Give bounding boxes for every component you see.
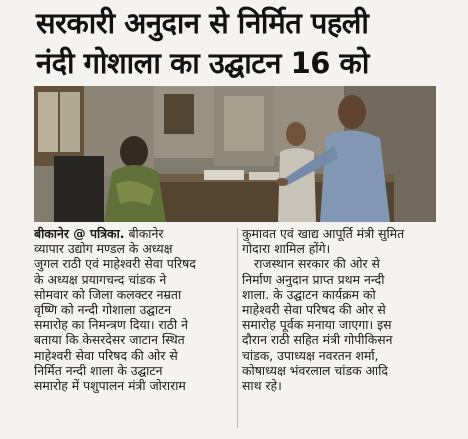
article-text-line: माहेश्वरी सेवा परिषद की ओर से [34, 347, 178, 363]
article-text-line: निर्मित नन्दी शाला के उद्घाटन [34, 362, 163, 378]
dateline-line [34, 226, 232, 241]
article-text-line: निर्माण अनुदान प्राप्त प्रथम नन्दी [242, 271, 385, 287]
article-text-line: गोदारा शामिल होंगे। [242, 241, 331, 257]
article-text-line: व्यापार उद्योग मण्डल के अध्यक्ष [34, 241, 173, 257]
article-text-line: बताया कि केसरदेसर जाटान स्थित [34, 332, 185, 348]
article-text-line: वृष्णि को नन्दी गोशाला उद्घाटन [34, 301, 172, 317]
article-text-line: समारोह में पशुपालन मंत्री जोराराम [34, 377, 186, 393]
headline-line-2: नंदी गोशाला का उद्घाटन 16 को [36, 46, 369, 80]
article-text-line: चांडक, उपाध्यक्ष नवरतन शर्मा, [242, 347, 379, 363]
article-text-line: दौरान राठी सहित मंत्री गोपीकिसन [242, 332, 393, 348]
column-divider [237, 228, 238, 428]
news-photo-image [34, 86, 436, 222]
article-text-line: शाला. के उद्घाटन कार्यक्रम को [242, 286, 376, 302]
dateline: बीकानेर @ पत्रिका. [34, 226, 125, 241]
article-text-line: के अध्यक्ष प्रयागचन्द चांडक ने [34, 271, 167, 287]
article-text-line: माहेश्वरी सेवा परिषद की ओर से [242, 301, 386, 317]
article-text-line: साथ रहे। [242, 377, 282, 393]
headline-line-1: सरकारी अनुदान से निर्मित पहली [36, 6, 369, 40]
article-text-line: सोमवार को जिला कलक्टर नम्रता [34, 286, 182, 302]
article-text-line: समारोह का निमन्त्रण दिया। राठी ने [34, 317, 189, 333]
article-text-line: राजस्थान सरकार की ओर से [254, 256, 380, 272]
article-text-line: बीकानेर [128, 226, 164, 241]
article-text-line: जुगल राठी एवं माहेश्वरी सेवा परिषद [34, 256, 196, 272]
article-column-right [242, 226, 438, 393]
article-text-line: समारोह पूर्वक मनाया जाएगा। इस [242, 317, 392, 333]
news-photo [34, 86, 436, 222]
article-text-line: कोषाध्यक्ष भंवरलाल चांडक आदि [242, 362, 388, 378]
article-text-line: कुमावत एवं खाद्य आपूर्ति मंत्री सुमित [242, 226, 405, 241]
article-column-left [34, 226, 232, 393]
